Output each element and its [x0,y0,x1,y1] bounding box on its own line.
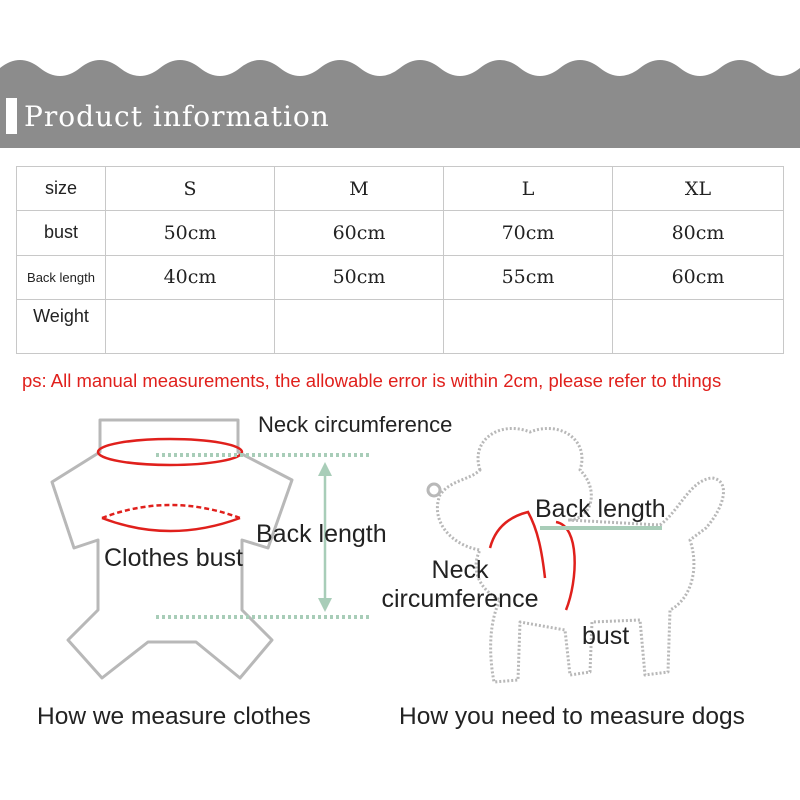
dog-neck-label-line1: Neck [431,556,489,584]
header-cell-l: L [444,167,613,211]
dog-bust-label: bust [582,622,630,650]
dog-caption: How you need to measure dogs [399,703,745,730]
header-cell-m: M [275,167,444,211]
clothes-neck-label: Neck circumference [258,412,453,437]
table-cell: 80cm [613,211,784,255]
table-cell: 60cm [613,255,784,299]
table-cell: 50cm [106,211,275,255]
clothes-back-length-label: Back length [256,520,387,548]
dog-neck-label-line2: circumference [381,584,539,613]
clothes-bust-label: Clothes bust [104,544,243,572]
clothes-caption: How we measure clothes [37,703,311,730]
page-title: Product information [24,100,330,133]
row-label-bust: bust [17,211,106,255]
header-cell-xl: XL [613,167,784,211]
row-label-back-length: Back length [17,255,106,299]
header-cell-size: size [17,167,106,211]
header-cell-s: S [106,167,275,211]
dog-back-length-label: Back length [535,495,666,523]
dog-neck-label [370,556,550,614]
table-cell: 60cm [275,211,444,255]
row-label-weight: Weight [17,299,106,353]
measurement-note: ps: All manual measurements, the allowable error is within 2cm, please refer to things [22,370,722,391]
dog-bust-measure-icon [556,522,575,610]
table-cell: 70cm [444,211,613,255]
table-cell: 55cm [444,255,613,299]
table-cell: 40cm [106,255,275,299]
dog-eye-icon [428,484,440,496]
table-cell: 50cm [275,255,444,299]
